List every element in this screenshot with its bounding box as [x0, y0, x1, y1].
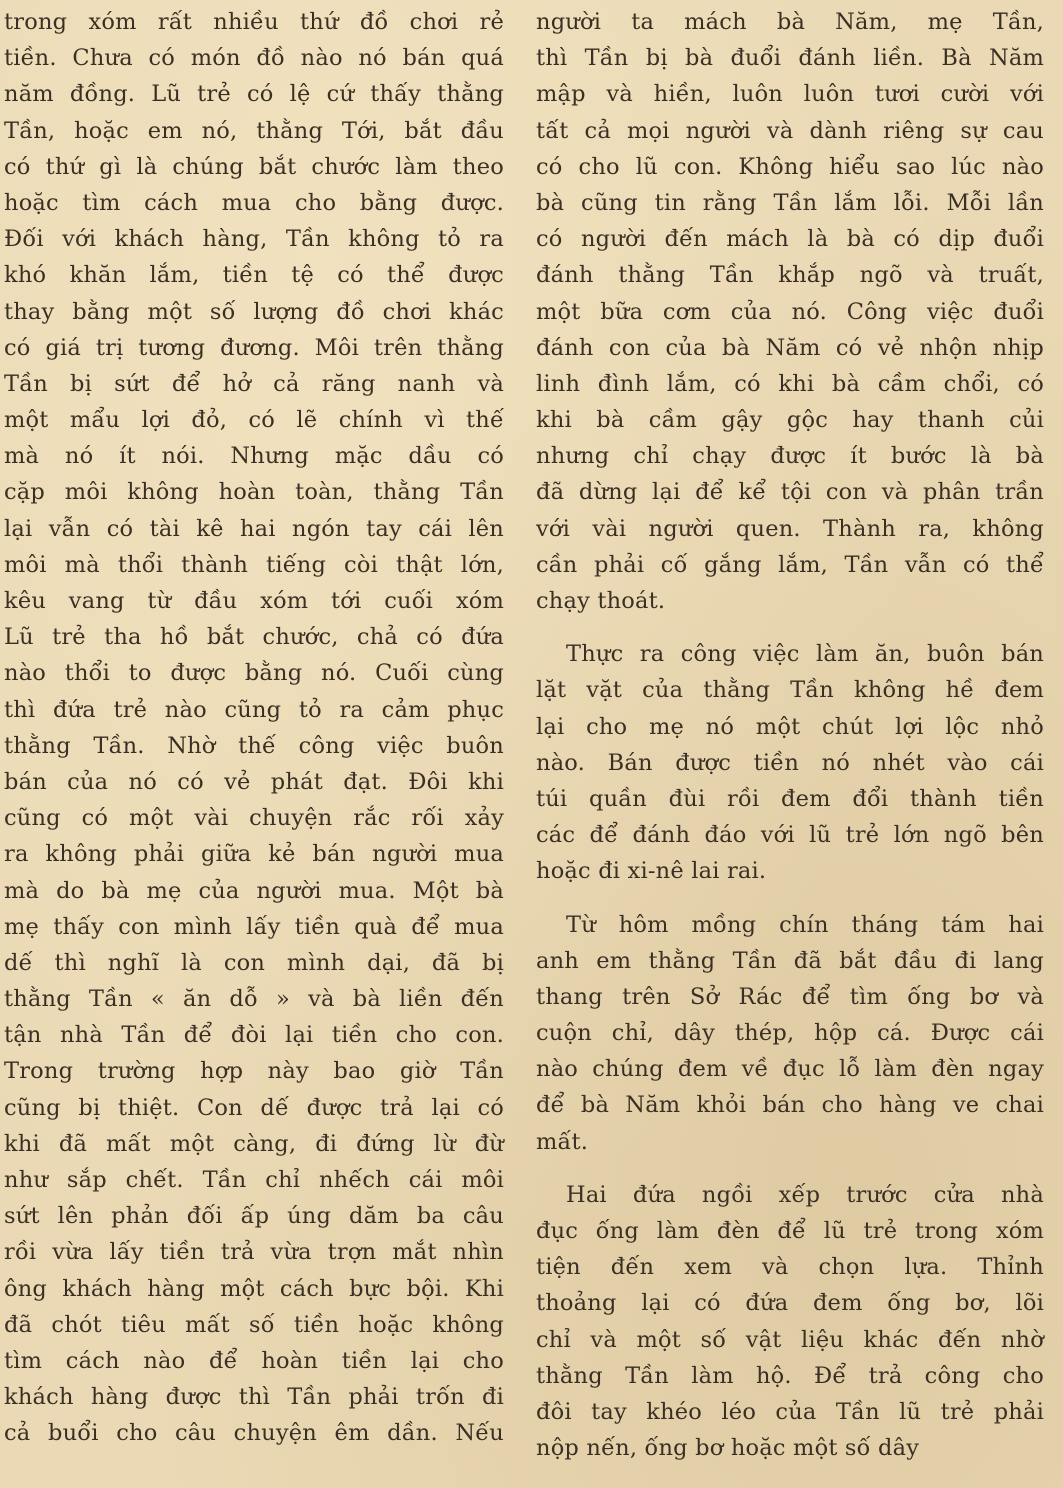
text-line: mất.	[536, 1128, 589, 1155]
text-line: khách hàng được thì Tần phải trốn đi	[4, 1384, 504, 1411]
text-line: ra không phải giữa kẻ bán người mua	[4, 841, 504, 868]
text-line: nào. Bán được tiền nó nhét vào cái	[536, 749, 1044, 776]
text-line: hoặc đi xi-nê lai rai.	[536, 858, 767, 885]
text-line: như sắp chết. Tần chỉ nhếch cái môi	[4, 1167, 504, 1193]
text-line: lại cho mẹ nó một chút lợi lộc nhỏ	[536, 713, 1044, 740]
text-line: nhưng chỉ chạy được ít bước là bà	[536, 443, 1044, 470]
right-text-column	[536, 4, 1044, 1466]
text-line: thay bằng một số lượng đồ chơi khác	[4, 298, 504, 325]
text-line: anh em thằng Tần đã bắt đầu đi lang	[536, 947, 1044, 974]
paragraph	[536, 907, 1044, 1160]
text-line: đã dừng lại để kể tội con và phân trần	[536, 479, 1044, 506]
text-line: cuộn chỉ, dây thép, hộp cá. Được cái	[536, 1020, 1044, 1047]
text-line: mập và hiền, luôn luôn tươi cười với	[536, 81, 1044, 108]
text-line: cũng bị thiệt. Con dế được trả lại có	[4, 1094, 504, 1121]
text-line: Trong trường hợp này bao giờ Tần	[4, 1058, 504, 1085]
text-line: để bà Năm khỏi bán cho hàng ve chai	[536, 1092, 1044, 1119]
text-line: nào thổi to được bằng nó. Cuối cùng	[4, 660, 504, 687]
text-line: đánh con của bà Năm có vẻ nhộn nhịp	[536, 334, 1044, 361]
text-line: linh đình lắm, có khi bà cầm chổi, có	[536, 370, 1044, 397]
text-line: thằng Tần. Nhờ thế công việc buôn	[4, 732, 504, 759]
text-line: cũng có một vài chuyện rắc rối xảy	[4, 805, 504, 832]
text-line: lặt vặt của thằng Tần không hề đem	[536, 677, 1044, 704]
paragraph	[536, 4, 1044, 619]
paragraph	[536, 1177, 1044, 1467]
text-line: có thứ gì là chúng bắt chước làm theo	[4, 153, 504, 180]
text-line: đục ống làm đèn để lũ trẻ trong xóm	[536, 1218, 1044, 1244]
text-line: môi mà thổi thành tiếng còi thật lớn,	[4, 551, 504, 578]
text-line: khi bà cầm gậy gộc hay thanh củi	[536, 407, 1044, 434]
text-line: ông khách hàng một cách bực bội. Khi	[4, 1275, 504, 1302]
paragraph-gap	[536, 619, 1044, 636]
text-line: thì đứa trẻ nào cũng tỏ ra cảm phục	[4, 696, 504, 723]
text-line: thằng Tần làm hộ. Để trả công cho	[536, 1362, 1044, 1389]
text-line: tận nhà Tần để đòi lại tiền cho con.	[4, 1022, 504, 1049]
text-line: năm đồng. Lũ trẻ có lệ cứ thấy thằng	[4, 81, 504, 108]
text-line: tìm cách nào để hoàn tiền lại cho	[4, 1347, 504, 1374]
text-line: sứt lên phản đối ấp úng dăm ba câu	[4, 1203, 504, 1230]
left-text-column	[4, 4, 504, 1452]
text-line: nào chúng đem về đục lỗ làm đèn ngay	[536, 1056, 1044, 1083]
text-line: mà do bà mẹ của người mua. Một bà	[4, 877, 504, 904]
text-line: chỉ và một số vật liệu khác đến nhờ	[536, 1326, 1044, 1353]
text-line: Tần, hoặc em nó, thằng Tới, bắt đầu	[4, 117, 504, 144]
text-line: có giá trị tương đương. Môi trên thằng	[4, 334, 504, 361]
text-line: Từ hôm mồng chín tháng tám hai	[566, 911, 1044, 938]
text-line: đôi tay khéo léo của Tần lũ trẻ phải	[536, 1398, 1044, 1425]
text-line: lại vẫn có tài kê hai ngón tay cái lên	[4, 515, 504, 542]
text-line: trong xóm rất nhiều thứ đồ chơi rẻ	[4, 9, 504, 35]
text-line: thì Tần bị bà đuổi đánh liền. Bà Năm	[536, 45, 1044, 72]
text-line: rồi vừa lấy tiền trả vừa trợn mắt nhìn	[4, 1239, 504, 1266]
text-line: một mẩu lợi đỏ, có lẽ chính vì thế	[4, 407, 504, 434]
text-line: người ta mách bà Năm, mẹ Tần,	[536, 9, 1044, 35]
paragraph-gap	[536, 890, 1044, 907]
text-line: Tần bị sứt để hở cả răng nanh và	[4, 370, 504, 397]
text-line: khó khăn lắm, tiền tệ có thể được	[4, 262, 504, 289]
text-line: Lũ trẻ tha hồ bắt chước, chả có đứa	[4, 624, 504, 651]
text-line: tiện đến xem và chọn lựa. Thỉnh	[536, 1254, 1044, 1281]
text-line: tiền. Chưa có món đồ nào nó bán quá	[4, 45, 504, 72]
text-line: với vài người quen. Thành ra, không	[536, 515, 1044, 542]
text-line: bán của nó có vẻ phát đạt. Đôi khi	[4, 768, 504, 795]
text-line: túi quần đùi rồi đem đổi thành tiền	[536, 785, 1044, 812]
text-line: Hai đứa ngồi xếp trước cửa nhà	[566, 1181, 1044, 1208]
paragraph-gap	[536, 1160, 1044, 1177]
text-line: mà nó ít nói. Nhưng mặc dầu có	[4, 443, 504, 470]
paragraph	[536, 636, 1044, 889]
text-line: các để đánh đáo với lũ trẻ lớn ngõ bên	[536, 822, 1044, 849]
text-line: chạy thoát.	[536, 588, 666, 614]
text-line: đánh thằng Tần khắp ngõ và truất,	[536, 262, 1044, 289]
text-line: thằng Tần « ăn dỗ » và bà liền đến	[4, 986, 504, 1013]
text-line: kêu vang từ đầu xóm tới cuối xóm	[4, 588, 504, 614]
text-line: cả buổi cho câu chuyện êm dần. Nếu	[4, 1420, 504, 1447]
text-line: mẹ thấy con mình lấy tiền quà để mua	[4, 913, 504, 940]
text-line: một bữa cơm của nó. Công việc đuổi	[536, 298, 1044, 325]
text-line: Đối với khách hàng, Tần không tỏ ra	[4, 226, 504, 253]
text-line: cần phải cố gắng lắm, Tần vẫn có thể	[536, 551, 1044, 578]
text-line: Thực ra công việc làm ăn, buôn bán	[566, 641, 1044, 668]
text-line: bà cũng tin rằng Tần lắm lỗi. Mỗi lần	[536, 189, 1044, 216]
text-line: thang trên Sở Rác để tìm ống bơ và	[536, 983, 1044, 1010]
text-line: có người đến mách là bà có dịp đuổi	[536, 226, 1044, 253]
text-line: cặp môi không hoàn toàn, thằng Tần	[4, 479, 504, 506]
text-line: có cho lũ con. Không hiểu sao lúc nào	[536, 153, 1044, 180]
text-line: tất cả mọi người và dành riêng sự cau	[536, 117, 1044, 144]
text-line: khi đã mất một càng, đi đứng lừ đừ	[4, 1130, 504, 1157]
text-line: đã chót tiêu mất số tiền hoặc không	[4, 1311, 504, 1338]
text-line: dế thì nghĩ là con mình dại, đã bị	[4, 949, 504, 976]
text-line: hoặc tìm cách mua cho bằng được.	[4, 189, 504, 216]
text-line: nộp nến, ống bơ hoặc một số dây	[536, 1435, 920, 1462]
text-line: thoảng lại có đứa đem ống bơ, lõi	[536, 1290, 1044, 1317]
